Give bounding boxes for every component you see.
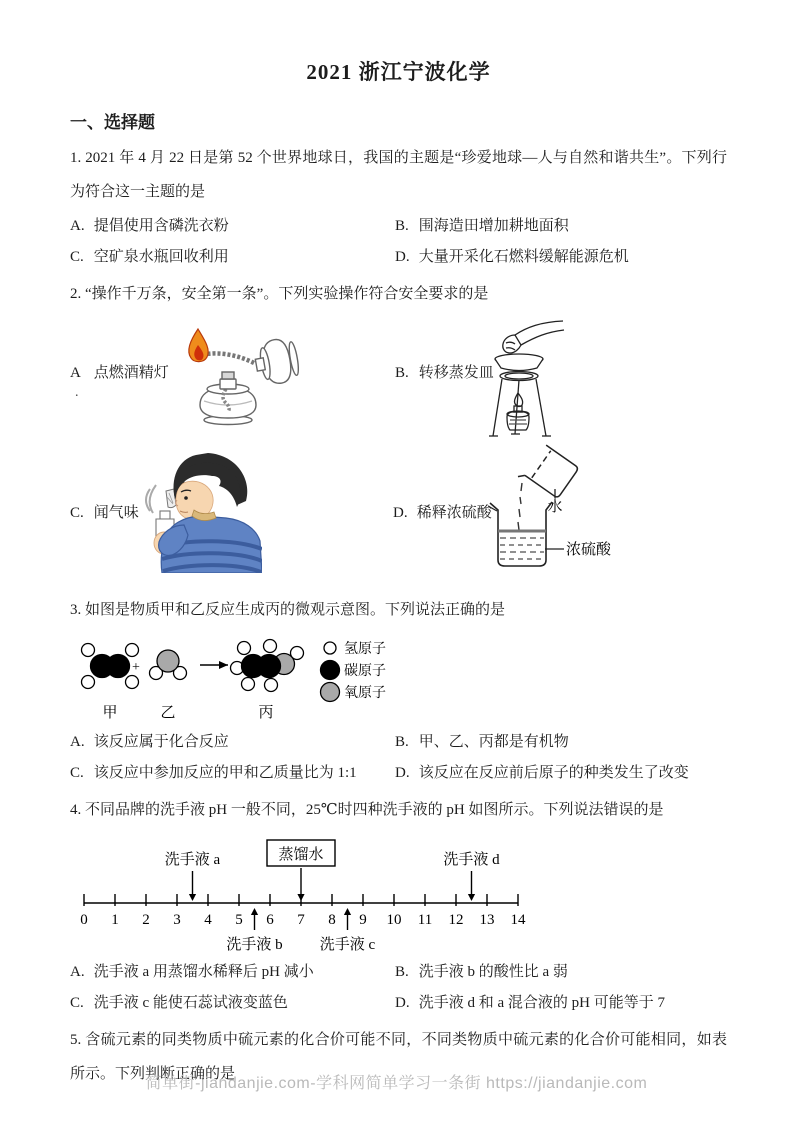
option-1c: C. 空矿泉水瓶回收利用 [70,249,229,265]
molecule-yi [150,650,187,680]
option-3b: B. 甲、乙、丙都是有机物 [395,734,569,750]
plus-sign: + [132,660,140,675]
option-4d: D. 洗手液 d 和 a 混合液的 pH 可能等于 7 [395,995,665,1011]
svg-text:4: 4 [204,912,212,928]
svg-text:洗手液 c: 洗手液 c [319,937,376,953]
svg-text:0: 0 [80,912,88,928]
tilted-lamp [253,336,302,387]
svg-text:8: 8 [328,912,336,928]
svg-text:13: 13 [479,912,495,928]
svg-text:10: 10 [386,912,402,928]
dilution-figure [488,443,638,577]
wick-tube [202,353,254,363]
svg-text:5: 5 [235,912,243,928]
option-2b-label: B. 转移蒸发皿 [395,365,494,381]
question-4-text: 4. 不同品牌的洗手液 pH 一般不同，25℃时四种洗手液的 pH 如图所示。下列说法错误的是 [70,802,664,818]
svg-text:洗手液 a: 洗手液 a [164,852,221,868]
question-1-options [70,211,727,273]
question-2-figures [70,313,727,593]
acid-label: 浓硫酸 [566,542,612,558]
svg-text:6: 6 [266,912,274,928]
option-1d: D. 大量开采化石燃料缓解能源危机 [395,249,629,265]
svg-text:3: 3 [173,912,181,928]
option-4b: B. 洗手液 b 的酸性比 a 弱 [395,964,568,980]
svg-text:14: 14 [510,912,526,928]
reaction-diagram [72,635,422,725]
watermark-footer: 简单街-jiandanjie.com-学科网简单学习一条街 https://jiandanjie.com [145,1075,648,1092]
option-3d: D. 该反应在反应前后原子的种类发生了改变 [395,765,689,781]
legend-hydrogen: 氢原子 [344,642,386,657]
question-3-options [70,727,727,789]
smelling-gas-figure [142,445,262,573]
hand-icon [515,321,563,335]
option-3a: A. 该反应属于化合反应 [70,734,229,750]
page-title: 2021 浙江宁波化学 [306,60,491,84]
legend-carbon: 碳原子 [344,664,386,679]
legend-oxygen: 氧原子 [344,686,386,701]
pouring-beaker [518,443,579,502]
section-heading: 一、选择题 [70,113,155,132]
molecule-jia [82,644,139,689]
atom-legend [321,642,340,702]
svg-text:12: 12 [448,912,464,928]
svg-text:1: 1 [111,912,119,928]
water-label: 水 [547,499,563,515]
option-3c: C. 该反应中参加反应的甲和乙质量比为 1:1 [70,765,357,781]
question-3-text: 3. 如图是物质甲和乙反应生成丙的微观示意图。下列说法正确的是 [70,602,506,618]
ph-number-line [72,837,542,955]
svg-text:2: 2 [142,912,150,928]
question-5-text: 5. 含硫元素的同类物质中硫元素的化合价可能不同，不同类物质中硫元素的化合价可能相同，如表所示。下列判断正确的是 [70,1032,727,1082]
svg-text:洗手液 b: 洗手液 b [226,937,283,953]
pour-stream [518,483,522,530]
question-1-text: 1. 2021 年 4 月 22 日是第 52 个世界地球日，我国的主题是“珍爱地球—人与自然和谐共生”。下列行为符合这一主题的是 [70,150,727,200]
svg-text:7: 7 [297,912,305,928]
option-1b: B. 围海造田增加耕地面积 [395,218,569,234]
boy-eye [184,496,188,500]
molecule-bing [231,640,304,692]
label-jia: 甲 [102,705,118,721]
svg-text:11: 11 [417,912,433,928]
option-2a-label: A 点燃酒精灯 [70,365,169,381]
option-2c-label: C. 闻气味 [70,505,139,521]
upright-lamp [200,372,256,425]
svg-text:洗手液 d: 洗手液 d [443,852,500,868]
alcohol-lamp-figure [148,321,318,449]
svg-text:蒸馏水: 蒸馏水 [278,847,324,863]
evaporating-dish-figure [485,317,565,443]
label-yi: 乙 [160,705,176,721]
option-4a: A. 洗手液 a 用蒸馏水稀释后 pH 减小 [70,964,314,980]
label-bing: 丙 [258,705,274,721]
option-4c: C. 洗手液 c 能使石蕊试液变蓝色 [70,995,288,1011]
question-4-options [70,957,727,1019]
stray-period: . [75,385,79,400]
option-2d-label: D. 稀释浓硫酸 [393,505,492,521]
svg-text:9: 9 [359,912,367,928]
option-1a: A. 提倡使用含磷洗衣粉 [70,218,229,234]
reagent-bottle [160,511,170,519]
question-2-text: 2. “操作千万条，安全第一条”。下列实验操作符合安全要求的是 [70,286,489,302]
